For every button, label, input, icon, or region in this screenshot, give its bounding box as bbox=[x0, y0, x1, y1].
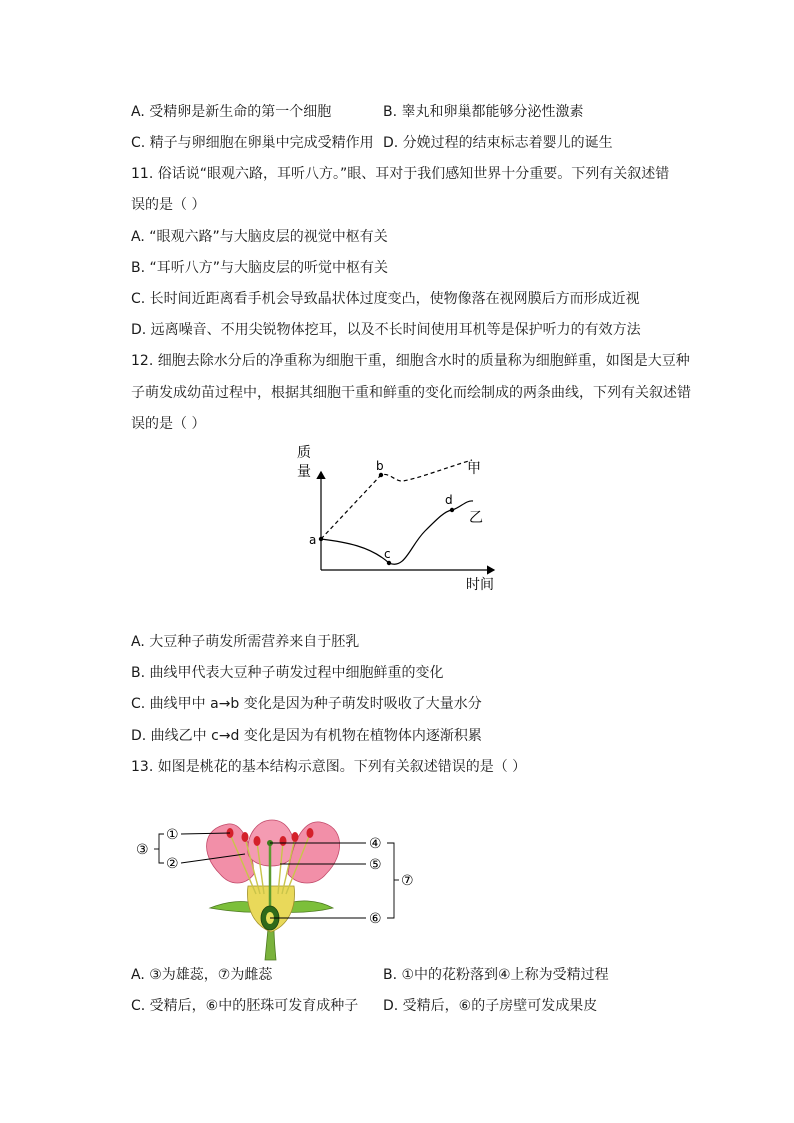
q12-option-b: B. 曲线甲代表大豆种子萌发过程中细胞鲜重的变化 bbox=[131, 665, 444, 681]
q13-option-d: D. 受精后，⑥的子房壁可发成果皮 bbox=[383, 998, 598, 1014]
q12-option-a: A. 大豆种子萌发所需营养来自于胚乳 bbox=[131, 634, 360, 650]
q13-stem: 13. 如图是桃花的基本结构示意图。下列有关叙述错误的是（ ） bbox=[131, 759, 527, 775]
point-c-label: c bbox=[384, 547, 391, 561]
label-7: ⑦ bbox=[401, 873, 414, 889]
point-b-dot bbox=[379, 473, 383, 477]
flower-stem bbox=[265, 929, 276, 960]
point-b-label: b bbox=[376, 459, 384, 473]
q12-stem-line1: 12. 细胞去除水分后的净重称为细胞干重，细胞含水时的质量称为细胞鲜重，如图是大豆种 bbox=[131, 353, 690, 369]
point-c-dot bbox=[387, 561, 391, 565]
q12-stem-line3: 误的是（ ） bbox=[131, 416, 206, 432]
q11-option-d: D. 远离噪音、不用尖锐物体挖耳，以及不长时间使用耳机等是保护听力的有效方法 bbox=[131, 322, 641, 338]
q10-option-d: D. 分娩过程的结束标志着婴儿的诞生 bbox=[383, 135, 613, 151]
curve-jia-label: 甲 bbox=[467, 461, 481, 477]
point-d-dot bbox=[450, 508, 454, 512]
q12-weight-time-figure bbox=[290, 438, 510, 596]
q12-stem-line2: 子萌发成幼苗过程中，根据其细胞干重和鲜重的变化而绘制成的两条曲线，下列有关叙述错 bbox=[131, 385, 691, 401]
q11-option-a: A. “眼观六路”与大脑皮层的视觉中枢有关 bbox=[131, 229, 388, 245]
q11-option-c: C. 长时间近距离看手机会导致晶状体过度变凸，使物像落在视网膜后方而形成近视 bbox=[131, 291, 640, 307]
q12-option-c: C. 曲线甲中 a→b 变化是因为种子萌发时吸收了大量水分 bbox=[131, 696, 482, 712]
label-1: ① bbox=[166, 827, 179, 843]
label-5: ⑤ bbox=[369, 857, 382, 873]
point-d-label: d bbox=[445, 493, 453, 507]
q13-option-b: B. ①中的花粉落到④上称为受精过程 bbox=[383, 967, 609, 983]
q10-option-a: A. 受精卵是新生命的第一个细胞 bbox=[131, 104, 332, 120]
petal-right bbox=[288, 822, 340, 883]
q13-peach-flower-figure bbox=[130, 814, 430, 964]
q11-stem-line1: 11. 俗话说“眼观六路，耳听八方。”眼、耳对于我们感知世界十分重要。下列有关叙述错 bbox=[131, 166, 670, 182]
q11-stem-line2: 误的是（ ） bbox=[131, 197, 206, 213]
label-2: ② bbox=[166, 856, 179, 872]
y-label-char1: 质 bbox=[297, 445, 311, 461]
q12-option-d: D. 曲线乙中 c→d 变化是因为有机物在植物体内逐渐积累 bbox=[131, 728, 482, 744]
q13-option-a: A. ③为雄蕊，⑦为雌蕊 bbox=[131, 967, 273, 983]
q11-option-b: B. “耳听八方”与大脑皮层的听觉中枢有关 bbox=[131, 260, 389, 276]
y-label-char2: 量 bbox=[297, 464, 311, 480]
q13-option-c: C. 受精后，⑥中的胚珠可发育成种子 bbox=[131, 998, 359, 1014]
x-label: 时间 bbox=[466, 577, 494, 593]
point-a-label: a bbox=[309, 533, 317, 547]
point-a-dot bbox=[319, 537, 323, 541]
q10-option-c: C. 精子与卵细胞在卵巢中完成受精作用 bbox=[131, 135, 374, 151]
curve-yi-label: 乙 bbox=[469, 510, 483, 526]
label-6: ⑥ bbox=[369, 911, 382, 927]
label-3: ③ bbox=[136, 842, 149, 858]
label-4: ④ bbox=[369, 836, 382, 852]
q10-option-b: B. 睾丸和卵巢都能够分泌性激素 bbox=[383, 104, 584, 120]
